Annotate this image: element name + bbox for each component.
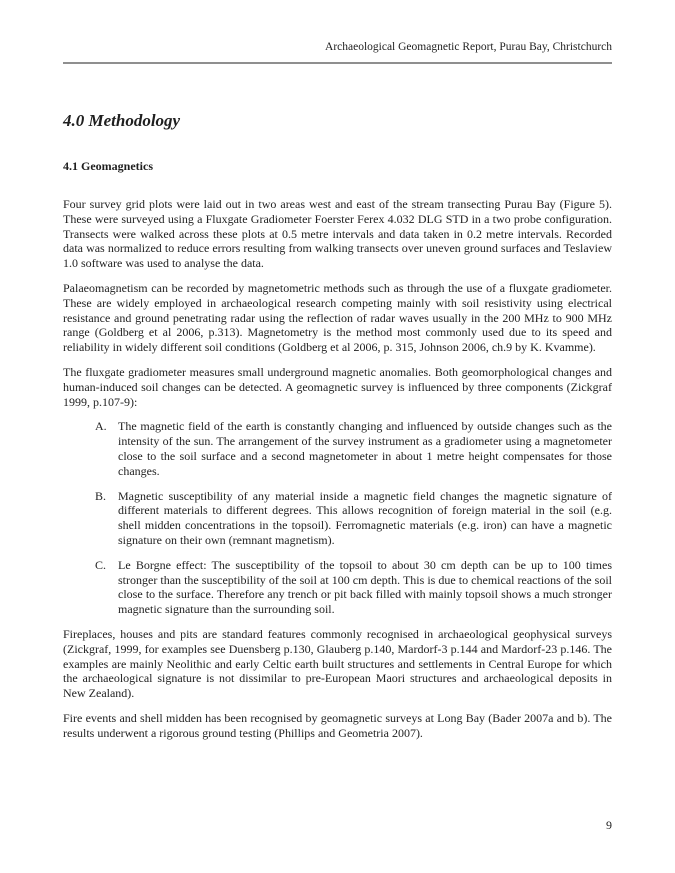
list-text: Le Borgne effect: The susceptibility of the topsoil to about 30 cm depth can be up to 100 times stronger than the susceptibility of the soil at 100 cm depth. This is due to chemical reactions of the soil close to the surface. Therefore any trench or pit back filled with mainly topsoil shows a much stronger magnetic signature than the surrounding soil. [118,557,612,617]
list-marker: B. [95,488,107,503]
list-text: Magnetic susceptibility of any material inside a magnetic field changes the magnetic signature of different materials to different degrees. This allows recognition of foreign material in the soil (e.g. shell midden concentrations in the topsoil). Ferromagnetic materials (e.g. iron) can have a magnetic signature on their own (remnant magnetism). [118,488,612,547]
list-marker: C. [95,557,107,572]
section-heading: 4.0 Methodology [63,111,181,130]
paragraph-gradiometer-components: The fluxgate gradiometer measures small underground magnetic anomalies. Both geomorphological changes and human-induced soil changes can be detected. A geomagnetic survey is influenced by three components (Zickgraf 1999, p.107-9): [63,364,612,409]
list-item [95,419,612,478]
paragraph-survey-setup: Four survey grid plots were laid out in two areas west and east of the stream transecting Purau Bay (Figure 5). These were surveyed using a Fluxgate Gradiometer Foerster Ferex 4.032 DLG STD in a two probe configuration. Transects were walked across these plots at 0.5 metre intervals and data taken in 0.2 metre intervals. Recorded data was normalized to reduce errors resulting from walking transects over uneven ground surfaces and Teslaview 1.0 software was used to analyse the data. [63,197,612,271]
paragraph-palaeomagnetism: Palaeomagnetism can be recorded by magnetometric methods such as through the use of a fluxgate gradiometer. These are widely employed in archaeological research competing mainly with soil resistivity using electrical resistance and ground penetrating radar using the reflection of radar waves usually in the 200 MHz to 900 MHz range (Goldberg et al 2006, p.313). Magnetometry is the method most commonly used due to its speed and reliability in widely different soil conditions (Goldberg et al 2006, p. 315, Johnson 2006, ch.9 by K. Kvamme). [63,280,612,355]
paragraph-standard-features: Fireplaces, houses and pits are standard features commonly recognised in archaeological geophysical surveys (Zickgraf, 1999, for examples see Duensberg p.130, Glauberg p.140, Mardorf-3 p.144 and Mardorf-23 p.146. The examples are mainly Neolithic and early Celtic earth built structures and settlements in Central Europe for which the archaeological signature is not dissimilar to pre-European Maori structures and archaeological deposits in New Zealand). [63,626,612,701]
list-marker: A. [95,419,107,434]
paragraph-fire-events: Fire events and shell midden has been recognised by geomagnetic surveys at Long Bay (Bader 2007a and b). The results underwent a rigorous ground testing (Phillips and Geometria 2007). [63,710,612,740]
subsection-heading: 4.1 Geomagnetics [63,159,153,173]
page-header [63,40,612,64]
components-list [63,419,612,617]
page-number: 9 [606,818,612,832]
header-title: Archaeological Geomagnetic Report, Purau Bay, Christchurch [325,41,612,53]
list-item [95,558,612,617]
list-text: The magnetic field of the earth is constantly changing and influenced by outside changes such as the intensity of the sun. The arrangement of the survey instrument as a gradiometer using a magnetometer close to the soil surface and a second magnetometer in about 1 metre height compensates for those changes. [118,419,612,478]
list-item [95,489,612,548]
